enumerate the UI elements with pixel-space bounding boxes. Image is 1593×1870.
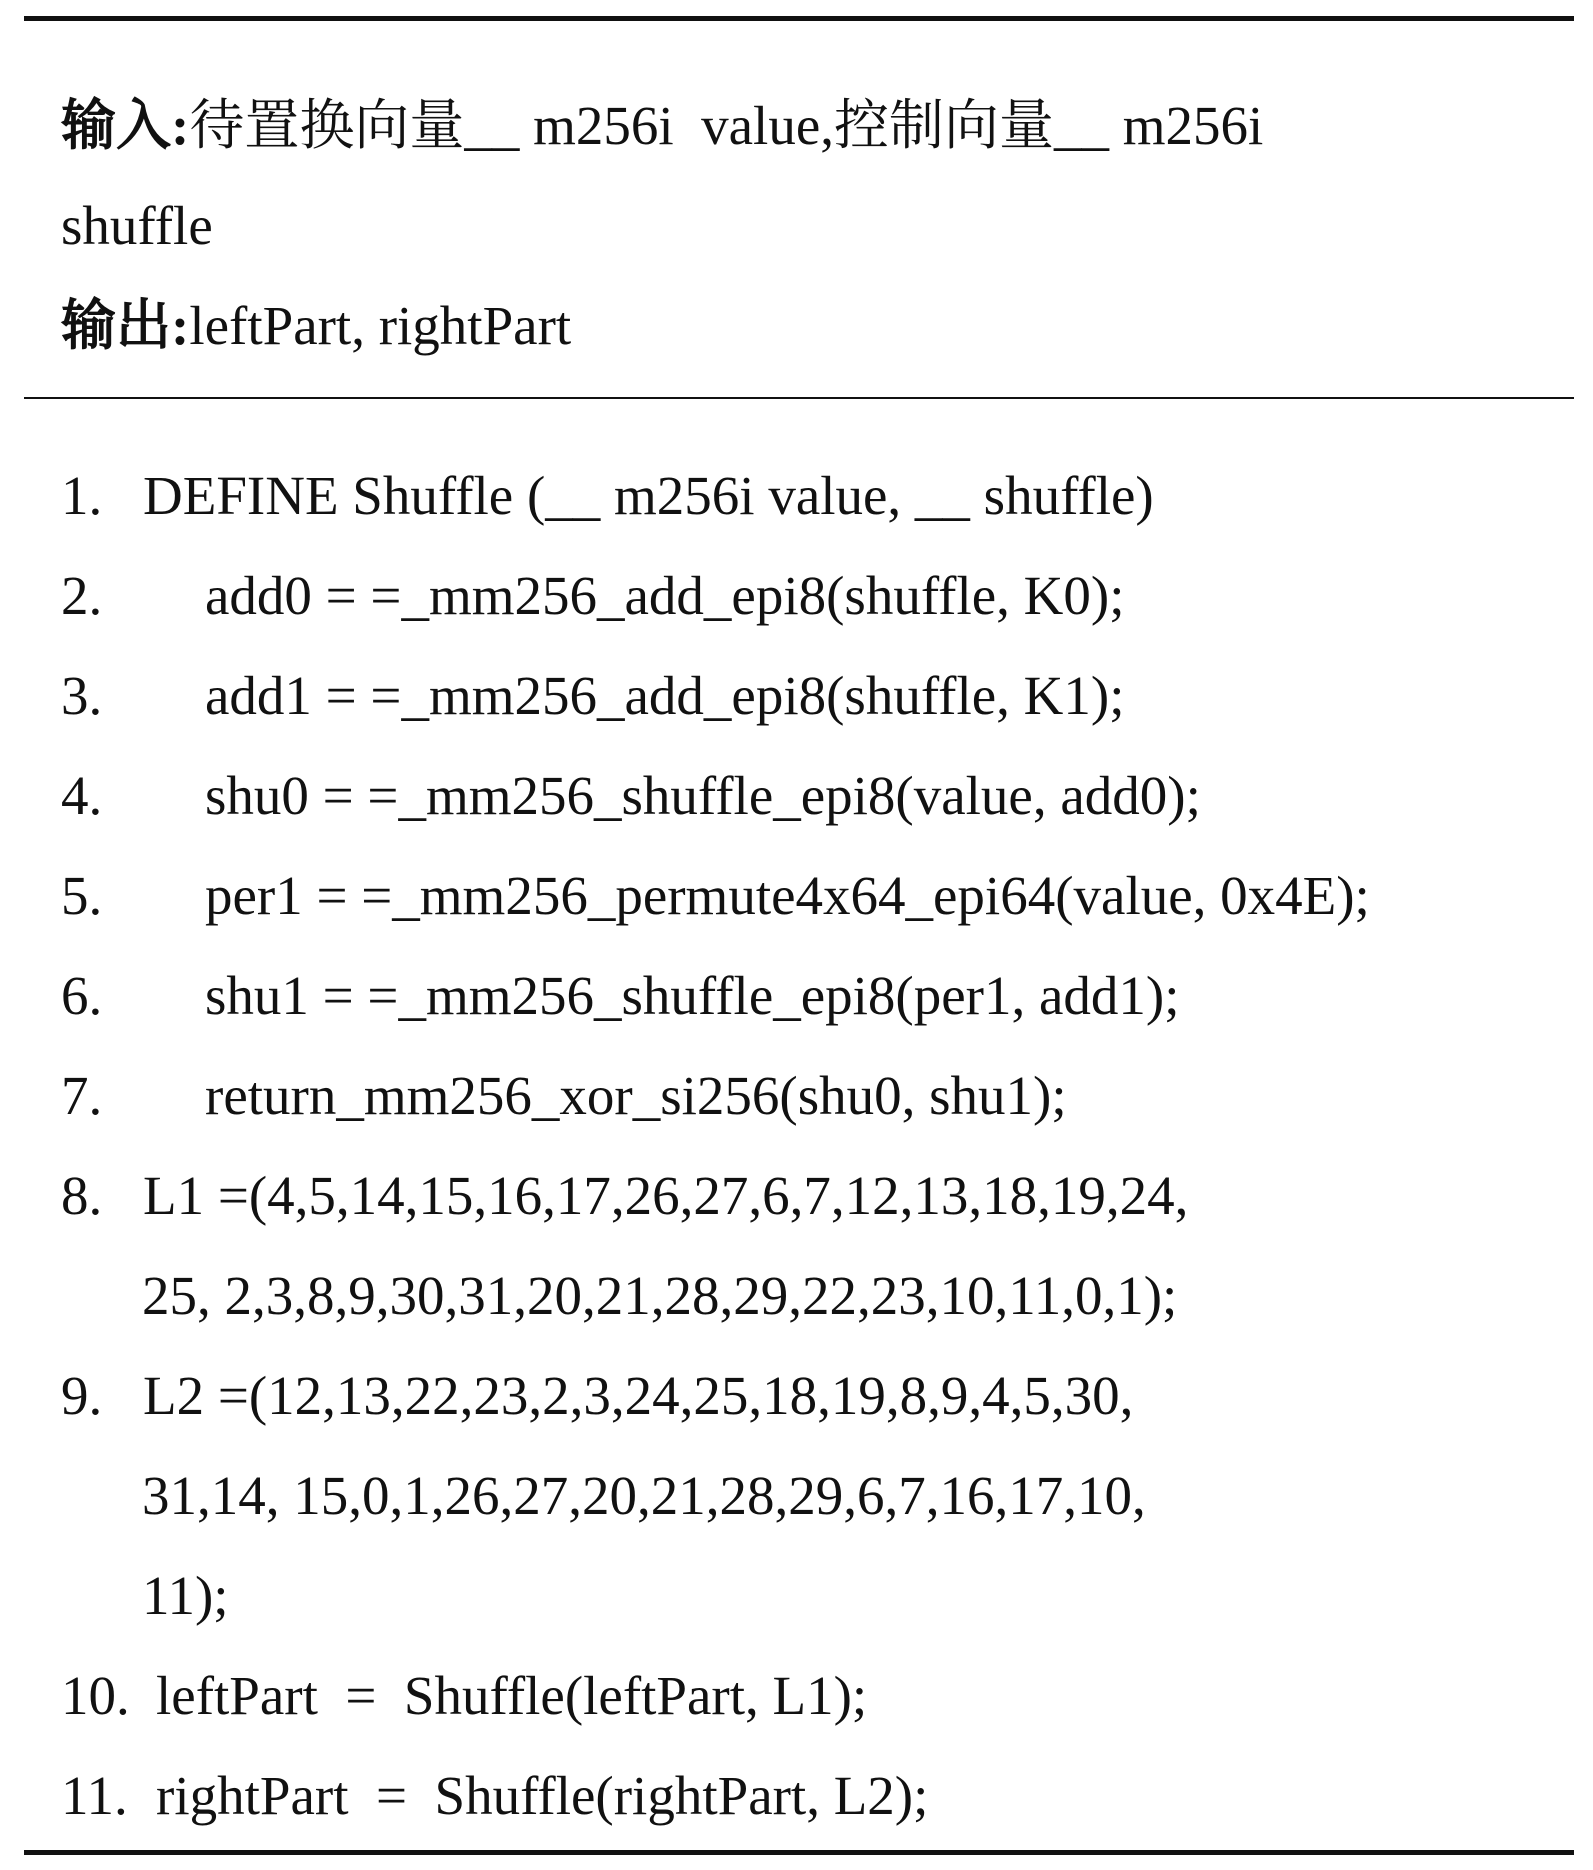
output-line [61,296,571,356]
code-line-4 [61,766,1201,826]
code-text: per1 = =_mm256_permute4x64_epi64(value, 0x4E); [205,865,1370,926]
code-text: shu0 = =_mm256_shuffle_epi8(value, add0); [205,765,1201,826]
code-text: rightPart = Shuffle(rightPart, L2); [156,1765,929,1826]
line-number: 1. [61,465,103,526]
code-text: DEFINE Shuffle (__ m256i value, __ shuffle) [143,465,1154,526]
input-label: 输入: [61,95,190,156]
code-line-10 [61,1666,867,1726]
algorithm-box [24,16,1574,1856]
input-text: 待置换向量__ m256i value,控制向量__ m256i [189,95,1264,156]
code-line-8 [61,1166,1188,1226]
input-line-cont: shuffle [61,195,213,256]
line-number: 7. [61,1065,103,1126]
input-line [61,96,1263,156]
line-number: 3. [61,665,103,726]
code-text: shu1 = =_mm256_shuffle_epi8(per1, add1); [205,965,1180,1026]
line-number: 5. [61,865,103,926]
code-text: leftPart = Shuffle(leftPart, L1); [156,1665,868,1726]
code-line-8-cont: 25, 2,3,8,9,30,31,20,21,28,29,22,23,10,11,0,1); [142,1265,1178,1326]
code-text: L1 =(4,5,14,15,16,17,26,27,6,7,12,13,18,19,24, [143,1165,1189,1226]
code-text: return_mm256_xor_si256(shu0, shu1); [205,1065,1067,1126]
code-line-2 [61,566,1124,626]
code-line-11 [61,1766,928,1826]
line-number: 4. [61,765,103,826]
top-rule [24,16,1574,21]
output-label: 输出: [61,295,190,356]
line-number: 2. [61,565,103,626]
code-line-9-cont-2: 11); [142,1565,229,1626]
code-line-3 [61,666,1124,726]
output-text: leftPart, rightPart [189,295,572,356]
code-text: add1 = =_mm256_add_epi8(shuffle, K1); [205,665,1125,726]
code-text: L2 =(12,13,22,23,2,3,24,25,18,19,8,9,4,5,30, [143,1365,1134,1426]
line-number: 11. [61,1765,128,1826]
line-number: 6. [61,965,103,1026]
bottom-rule [24,1850,1574,1855]
code-line-1 [61,466,1154,526]
code-line-6 [61,966,1179,1026]
code-line-9-cont-1: 31,14, 15,0,1,26,27,20,21,28,29,6,7,16,17,10, [142,1465,1146,1526]
middle-rule [24,397,1574,399]
code-line-7 [61,1066,1067,1126]
line-number: 9. [61,1365,103,1426]
line-number: 8. [61,1165,103,1226]
code-line-5 [61,866,1370,926]
line-number: 10. [61,1665,130,1726]
code-line-9 [61,1366,1133,1426]
code-text: add0 = =_mm256_add_epi8(shuffle, K0); [205,565,1125,626]
